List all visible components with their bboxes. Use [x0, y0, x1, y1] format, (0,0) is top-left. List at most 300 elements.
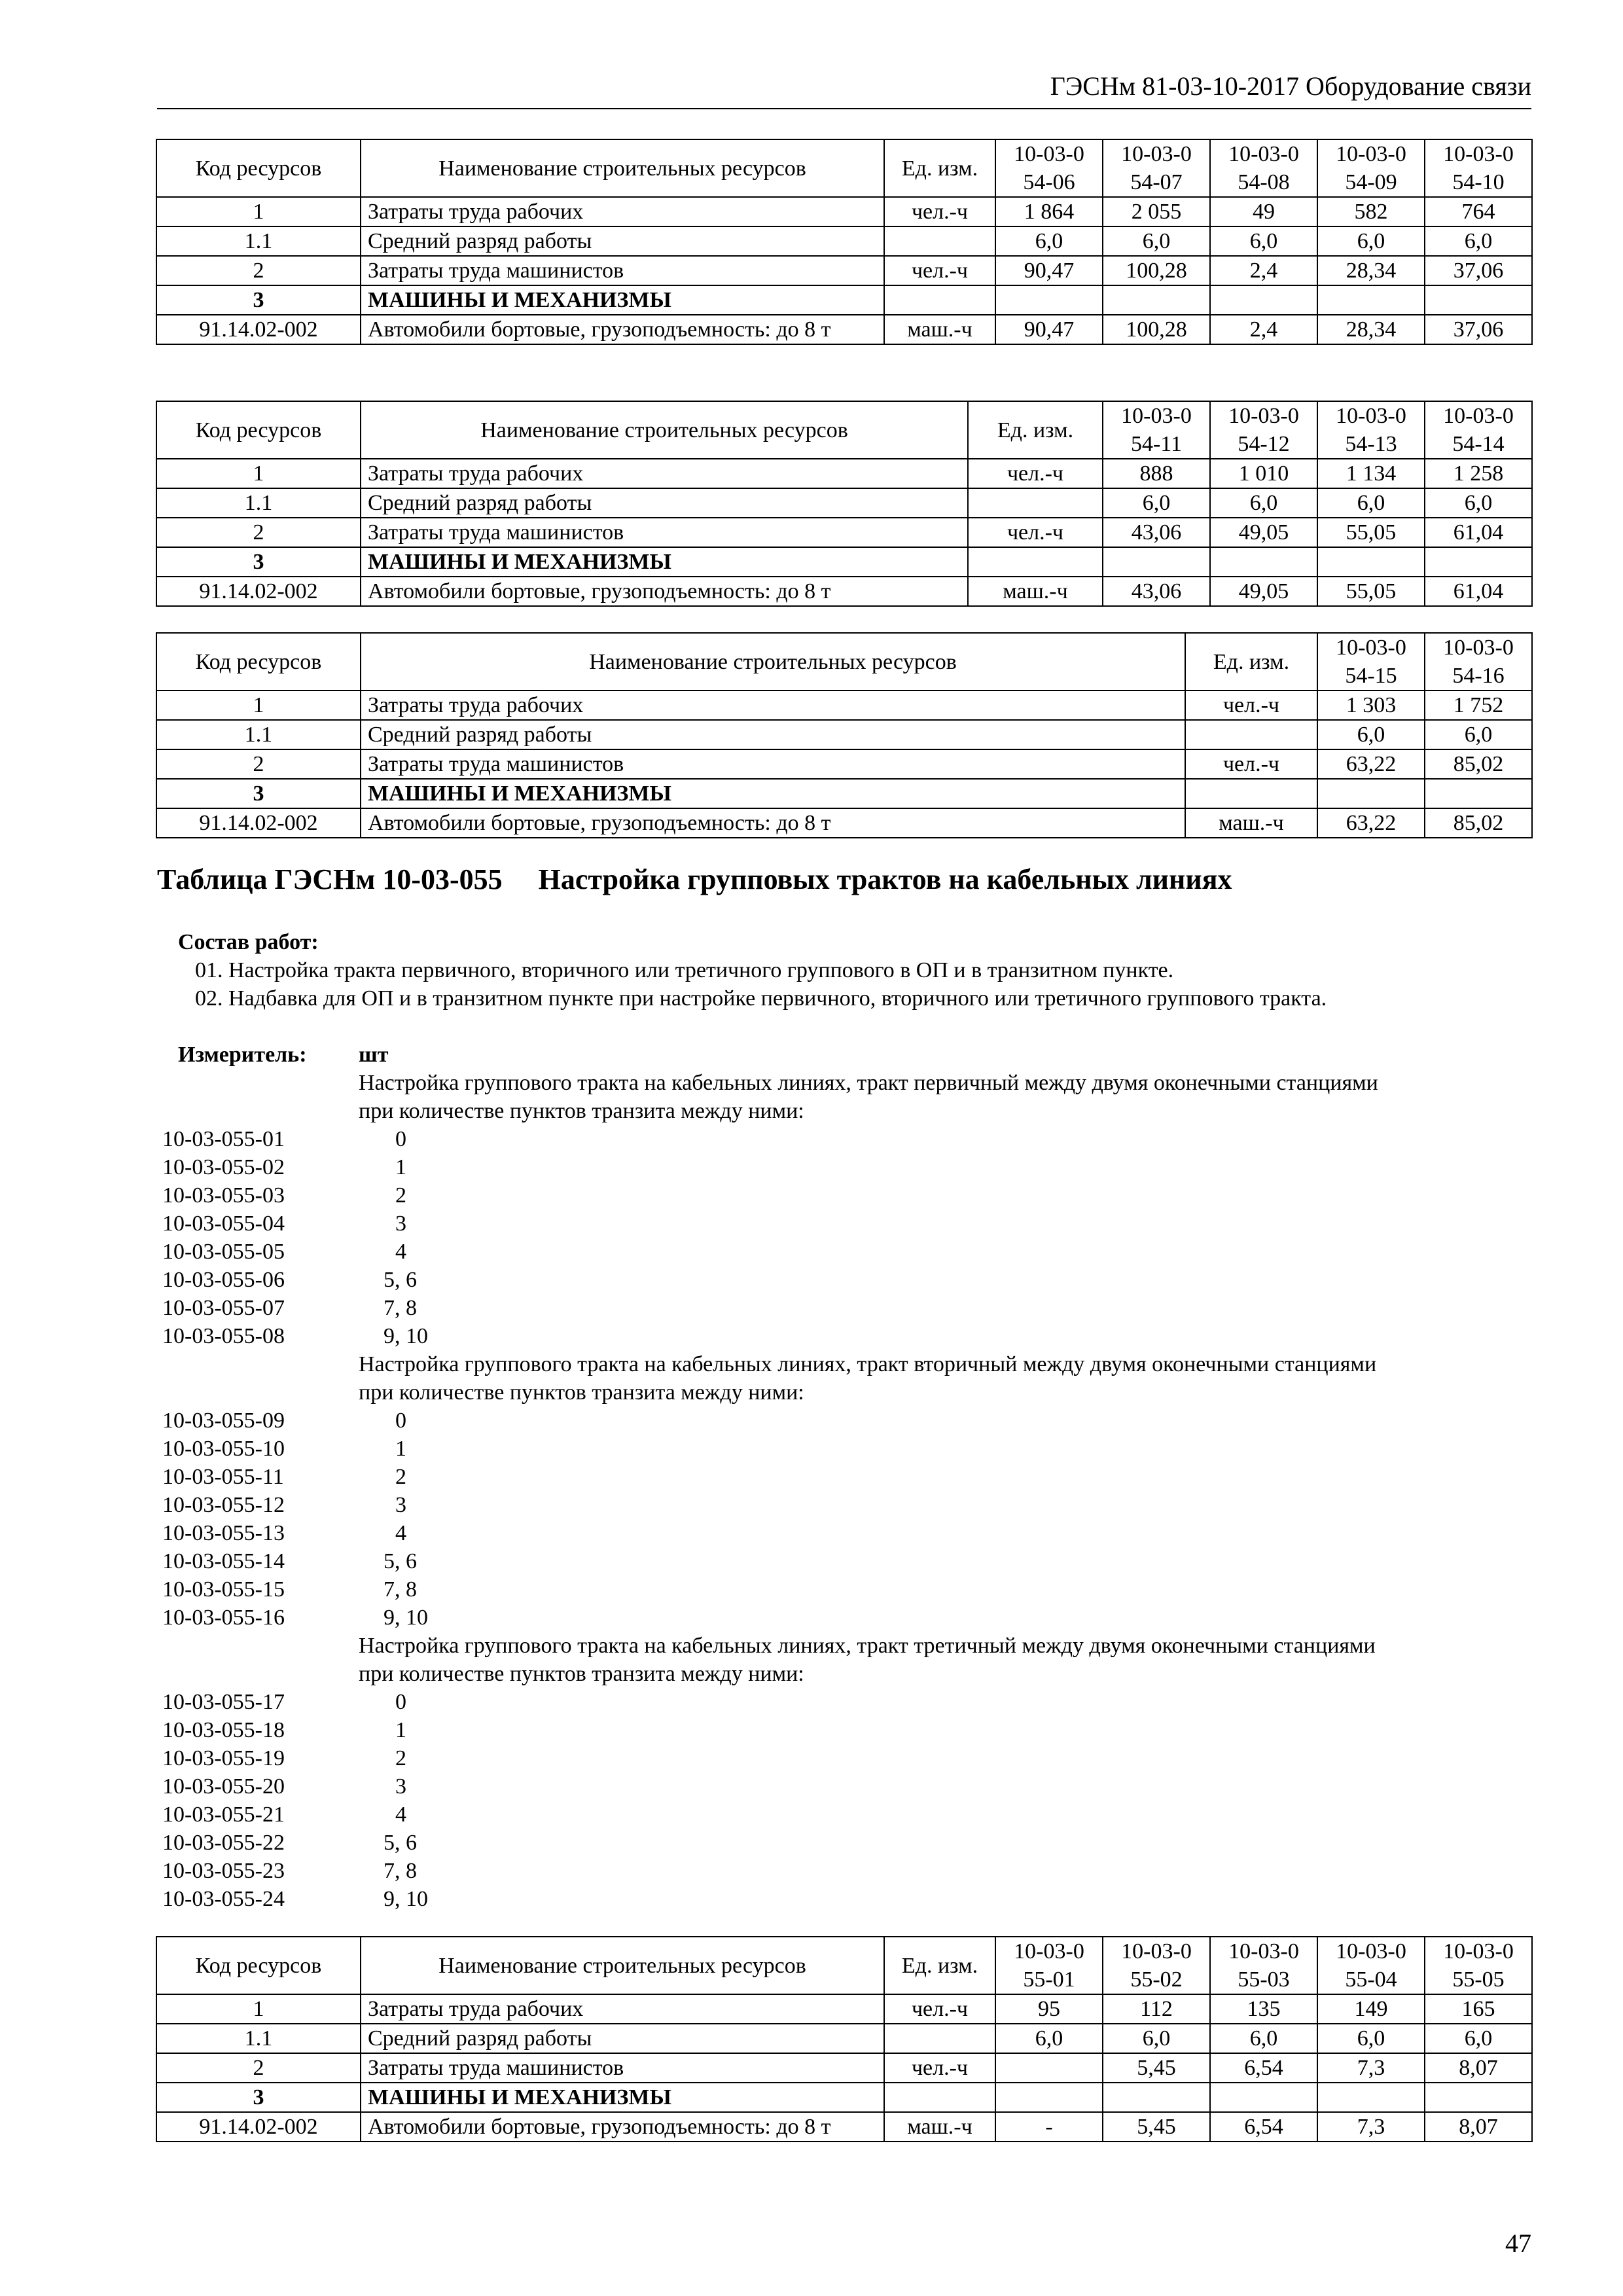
meter-item	[162, 1857, 1537, 1885]
resource-value: 49,05	[1210, 577, 1317, 606]
resource-value: 6,0	[1103, 226, 1210, 256]
resource-value	[1103, 547, 1210, 577]
resource-value: 1 303	[1317, 691, 1425, 720]
rate-code: 10-03-055-05	[1443, 1939, 1514, 1992]
meter-item-value: 1	[395, 1718, 406, 1742]
resource-value: 61,04	[1425, 518, 1532, 547]
col-header-rate-code	[1425, 401, 1532, 459]
resource-name: Средний разряд работы	[361, 720, 1185, 749]
col-header-rate-code	[1317, 1937, 1425, 1994]
resource-value: 49,05	[1210, 518, 1317, 547]
rate-code: 10-03-054-12	[1228, 404, 1299, 456]
meter-item-code: 10-03-055-08	[162, 1324, 285, 1348]
col-header-rate-code	[1103, 1937, 1210, 1994]
meter-item-code: 10-03-055-17	[162, 1690, 285, 1714]
meter-item-code: 10-03-055-23	[162, 1859, 285, 1883]
resource-value: 6,0	[995, 226, 1103, 256]
meter-unit: шт	[359, 1043, 389, 1067]
resource-value: 6,54	[1210, 2053, 1317, 2083]
resource-name: Затраты труда машинистов	[361, 518, 968, 547]
resource-value	[1317, 779, 1425, 808]
resource-value	[1425, 2083, 1532, 2112]
table-row	[156, 459, 1532, 488]
resource-value: 1 752	[1425, 691, 1532, 720]
resource-name: Затраты труда рабочих	[361, 1994, 884, 2024]
resource-unit: маш.-ч	[1185, 808, 1317, 838]
resource-value	[1210, 285, 1317, 315]
rate-code: 10-03-054-14	[1443, 404, 1514, 456]
resource-value: 55,05	[1317, 577, 1425, 606]
table-title: Таблица ГЭСНм 10-03-055 Настройка групповых трактов на кабельных линиях	[157, 863, 1232, 895]
resource-name: Затраты труда рабочих	[361, 197, 884, 226]
meter-item	[162, 1519, 1537, 1547]
resource-value: 6,54	[1210, 2112, 1317, 2142]
resource-value: 2,4	[1210, 315, 1317, 344]
meter-item-code: 10-03-055-02	[162, 1155, 285, 1179]
resource-value: 1 010	[1210, 459, 1317, 488]
resource-value: 165	[1425, 1994, 1532, 2024]
meter-item-code: 10-03-055-24	[162, 1887, 285, 1911]
resource-name: Средний разряд работы	[361, 488, 968, 518]
resource-value: 6,0	[1210, 226, 1317, 256]
resource-code: 2	[156, 2053, 361, 2083]
col-header-name: Наименование строительных ресурсов	[361, 139, 884, 197]
resource-name: МАШИНЫ И МЕХАНИЗМЫ	[361, 547, 968, 577]
resource-value: 55,05	[1317, 518, 1425, 547]
col-header-name: Наименование строительных ресурсов	[361, 633, 1185, 691]
resource-unit	[968, 488, 1103, 518]
resource-value: 6,0	[1425, 226, 1532, 256]
resource-unit: чел.-ч	[1185, 691, 1317, 720]
table-row	[156, 2024, 1532, 2053]
resource-value: 582	[1317, 197, 1425, 226]
rate-code: 10-03-054-11	[1121, 404, 1192, 456]
rate-code: 10-03-055-04	[1336, 1939, 1406, 1992]
resource-value: 90,47	[995, 315, 1103, 344]
table-row	[156, 779, 1532, 808]
resource-unit: маш.-ч	[968, 577, 1103, 606]
col-header-rate-code	[1425, 1937, 1532, 1994]
meter-item-value: 3	[395, 1774, 406, 1799]
resource-unit: чел.-ч	[884, 256, 995, 285]
resource-value: 90,47	[995, 256, 1103, 285]
resource-code: 91.14.02-002	[156, 808, 361, 838]
meter-item-value: 2	[395, 1465, 406, 1489]
col-header-rate-code	[1425, 633, 1532, 691]
resource-unit: маш.-ч	[884, 2112, 995, 2142]
resource-value: 43,06	[1103, 518, 1210, 547]
meter-item	[162, 1885, 1537, 1913]
resource-code: 91.14.02-002	[156, 577, 361, 606]
col-header-name: Наименование строительных ресурсов	[361, 1937, 884, 1994]
table-row	[156, 547, 1532, 577]
resource-code: 1.1	[156, 720, 361, 749]
table-row	[156, 488, 1532, 518]
meter-item	[162, 1238, 1537, 1266]
resource-value	[1317, 547, 1425, 577]
meter-item-code: 10-03-055-16	[162, 1605, 285, 1630]
resource-value: 63,22	[1317, 749, 1425, 779]
meter-item	[162, 1575, 1537, 1604]
resource-value	[1425, 285, 1532, 315]
meter-item-code: 10-03-055-14	[162, 1549, 285, 1573]
meter-item-code: 10-03-055-18	[162, 1718, 285, 1742]
meter-item-value: 4	[395, 1521, 406, 1545]
resource-table-054-06-10	[156, 139, 1533, 345]
resource-code: 1	[156, 459, 361, 488]
meter-item-value: 3	[395, 1493, 406, 1517]
meter-item-code: 10-03-055-03	[162, 1183, 285, 1208]
meter-item-code: 10-03-055-06	[162, 1268, 285, 1292]
resource-value: 49	[1210, 197, 1317, 226]
resource-table-054-15-16	[156, 632, 1533, 838]
resource-unit	[884, 2024, 995, 2053]
rate-code: 10-03-054-15	[1336, 636, 1406, 688]
meter-group-description: Настройка группового тракта на кабельных линиях, тракт первичный между двумя оконечными станциями	[359, 1071, 1378, 1095]
meter-item-value: 7, 8	[383, 1296, 417, 1320]
resource-unit	[1185, 779, 1317, 808]
meter-item-value: 5, 6	[383, 1268, 417, 1292]
meter-label: Измеритель:	[178, 1043, 307, 1067]
meter-item-value: 2	[395, 1183, 406, 1208]
table-row	[156, 315, 1532, 344]
rate-code: 10-03-054-13	[1336, 404, 1406, 456]
meter-item-value: 4	[395, 1803, 406, 1827]
resource-name: Автомобили бортовые, грузоподъемность: до 8 т	[361, 2112, 884, 2142]
col-header-rate-code	[1103, 401, 1210, 459]
rate-code: 10-03-055-02	[1121, 1939, 1192, 1992]
resource-value: 8,07	[1425, 2112, 1532, 2142]
meter-item	[162, 1153, 1537, 1181]
resource-value: 1 134	[1317, 459, 1425, 488]
resource-name: Автомобили бортовые, грузоподъемность: до 8 т	[361, 315, 884, 344]
resource-value: 6,0	[1210, 2024, 1317, 2053]
table-header-row	[156, 633, 1532, 691]
col-header-code: Код ресурсов	[156, 139, 361, 197]
resource-value: 7,3	[1317, 2112, 1425, 2142]
meter-item-code: 10-03-055-07	[162, 1296, 285, 1320]
resource-table-054-11-14	[156, 401, 1533, 607]
meter-item-code: 10-03-055-09	[162, 1408, 285, 1433]
resource-value: 100,28	[1103, 315, 1210, 344]
resource-value: 63,22	[1317, 808, 1425, 838]
resource-unit	[968, 547, 1103, 577]
resource-value: 6,0	[1317, 488, 1425, 518]
resource-value	[1317, 285, 1425, 315]
resource-unit	[884, 2083, 995, 2112]
resource-value: 6,0	[1317, 720, 1425, 749]
table-row	[156, 256, 1532, 285]
resource-value: 85,02	[1425, 808, 1532, 838]
resource-value	[1210, 547, 1317, 577]
table-row	[156, 2112, 1532, 2142]
meter-item-code: 10-03-055-10	[162, 1437, 285, 1461]
resource-unit: чел.-ч	[968, 518, 1103, 547]
meter-item	[162, 1181, 1537, 1210]
meter-item	[162, 1322, 1537, 1350]
meter-item-value: 0	[395, 1127, 406, 1151]
resource-value: 5,45	[1103, 2112, 1210, 2142]
resource-value: 85,02	[1425, 749, 1532, 779]
table-row	[156, 518, 1532, 547]
meter-list	[162, 1069, 1537, 1913]
meter-item	[162, 1266, 1537, 1294]
resource-name: Затраты труда рабочих	[361, 459, 968, 488]
rate-code: 10-03-055-01	[1014, 1939, 1084, 1992]
resource-value: 6,0	[1210, 488, 1317, 518]
meter-item	[162, 1435, 1537, 1463]
resource-value: 61,04	[1425, 577, 1532, 606]
resource-value: 1 258	[1425, 459, 1532, 488]
meter-item	[162, 1407, 1537, 1435]
resource-value: 95	[995, 1994, 1103, 2024]
col-header-name: Наименование строительных ресурсов	[361, 401, 968, 459]
col-header-rate-code	[1210, 401, 1317, 459]
resource-value	[1103, 285, 1210, 315]
resource-code: 2	[156, 518, 361, 547]
meter-item	[162, 1463, 1537, 1491]
resource-value	[1103, 2083, 1210, 2112]
meter-item-value: 2	[395, 1746, 406, 1770]
col-header-unit: Ед. изм.	[1185, 633, 1317, 691]
resource-name: МАШИНЫ И МЕХАНИЗМЫ	[361, 285, 884, 315]
resource-unit: маш.-ч	[884, 315, 995, 344]
meter-group-description: Настройка группового тракта на кабельных линиях, тракт третичный между двумя оконечными станциями	[359, 1634, 1376, 1658]
resource-value	[995, 2083, 1103, 2112]
resource-code: 2	[156, 749, 361, 779]
meter-item-code: 10-03-055-15	[162, 1577, 285, 1602]
meter-group-description: Настройка группового тракта на кабельных линиях, тракт вторичный между двумя оконечными станциями	[359, 1352, 1377, 1376]
resource-value: 1 864	[995, 197, 1103, 226]
meter-item-code: 10-03-055-04	[162, 1211, 285, 1236]
table-row	[156, 197, 1532, 226]
resource-name: МАШИНЫ И МЕХАНИЗМЫ	[361, 779, 1185, 808]
meter-item	[162, 1210, 1537, 1238]
col-header-unit: Ед. изм.	[968, 401, 1103, 459]
meter-item-value: 7, 8	[383, 1859, 417, 1883]
meter-item-code: 10-03-055-22	[162, 1831, 285, 1855]
resource-value: 28,34	[1317, 256, 1425, 285]
meter-item-value: 0	[395, 1690, 406, 1714]
resource-value: 764	[1425, 197, 1532, 226]
resource-code: 3	[156, 2083, 361, 2112]
resource-unit: чел.-ч	[884, 197, 995, 226]
work-item-01: 01. Настройка тракта первичного, вторичного или третичного группового в ОП и в транзитном пункте.	[195, 958, 1174, 982]
col-header-rate-code	[1210, 1937, 1317, 1994]
meter-item	[162, 1772, 1537, 1801]
meter-item	[162, 1801, 1537, 1829]
col-header-code: Код ресурсов	[156, 1937, 361, 1994]
resource-code: 3	[156, 779, 361, 808]
resource-value: 37,06	[1425, 315, 1532, 344]
resource-value: 112	[1103, 1994, 1210, 2024]
col-header-unit: Ед. изм.	[884, 139, 995, 197]
meter-item-value: 0	[395, 1408, 406, 1433]
meter-item-code: 10-03-055-20	[162, 1774, 285, 1799]
table-row	[156, 226, 1532, 256]
resource-value: -	[995, 2112, 1103, 2142]
resource-code: 91.14.02-002	[156, 315, 361, 344]
table-row	[156, 808, 1532, 838]
resource-value	[1425, 547, 1532, 577]
meter-item	[162, 1829, 1537, 1857]
resource-code: 1.1	[156, 2024, 361, 2053]
header-rule	[157, 108, 1531, 109]
col-header-rate-code	[995, 1937, 1103, 1994]
table-header-row	[156, 1937, 1532, 1994]
resource-unit	[884, 285, 995, 315]
meter-item	[162, 1604, 1537, 1632]
meter-item-value: 3	[395, 1211, 406, 1236]
resource-unit	[1185, 720, 1317, 749]
resource-name: Автомобили бортовые, грузоподъемность: до 8 т	[361, 808, 1185, 838]
col-header-code: Код ресурсов	[156, 401, 361, 459]
resource-value	[1425, 779, 1532, 808]
resource-name: Затраты труда рабочих	[361, 691, 1185, 720]
meter-item-value: 5, 6	[383, 1549, 417, 1573]
resource-value	[995, 2053, 1103, 2083]
col-header-rate-code	[1210, 139, 1317, 197]
resource-value: 8,07	[1425, 2053, 1532, 2083]
meter-item-value: 4	[395, 1240, 406, 1264]
running-head: ГЭСНм 81-03-10-2017 Оборудование связи	[1050, 71, 1531, 101]
resource-unit	[884, 226, 995, 256]
meter-item	[162, 1125, 1537, 1153]
resource-code: 1.1	[156, 488, 361, 518]
resource-value: 6,0	[1317, 2024, 1425, 2053]
resource-value	[995, 285, 1103, 315]
meter-item-value: 1	[395, 1437, 406, 1461]
table-row	[156, 749, 1532, 779]
rate-code: 10-03-054-07	[1121, 142, 1192, 194]
resource-value: 6,0	[1317, 226, 1425, 256]
table-header-row	[156, 401, 1532, 459]
table-header-row	[156, 139, 1532, 197]
resource-unit: чел.-ч	[884, 2053, 995, 2083]
meter-item-value: 9, 10	[383, 1605, 428, 1630]
resource-code: 3	[156, 547, 361, 577]
resource-value: 5,45	[1103, 2053, 1210, 2083]
meter-item	[162, 1688, 1537, 1716]
resource-value: 7,3	[1317, 2053, 1425, 2083]
work-item-02: 02. Надбавка для ОП и в транзитном пункте при настройке первичного, вторичного или третичного группового тракта.	[195, 986, 1327, 1011]
page-number: 47	[1505, 2229, 1531, 2258]
resource-value: 2,4	[1210, 256, 1317, 285]
rate-code: 10-03-054-10	[1443, 142, 1514, 194]
meter-item-value: 5, 6	[383, 1831, 417, 1855]
meter-item-code: 10-03-055-19	[162, 1746, 285, 1770]
meter-group-condition: при количестве пунктов транзита между ними:	[359, 1662, 804, 1686]
meter-item-code: 10-03-055-21	[162, 1803, 285, 1827]
table-row	[156, 285, 1532, 315]
col-header-rate-code	[1317, 401, 1425, 459]
resource-name: Затраты труда машинистов	[361, 256, 884, 285]
works-label: Состав работ:	[178, 930, 319, 954]
meter-item-value: 9, 10	[383, 1887, 428, 1911]
resource-value: 6,0	[1103, 2024, 1210, 2053]
meter-item-code: 10-03-055-13	[162, 1521, 285, 1545]
resource-value: 100,28	[1103, 256, 1210, 285]
resource-code: 2	[156, 256, 361, 285]
table-row	[156, 577, 1532, 606]
rate-code: 10-03-054-09	[1336, 142, 1406, 194]
resource-value: 149	[1317, 1994, 1425, 2024]
meter-item-code: 10-03-055-05	[162, 1240, 285, 1264]
table-row	[156, 691, 1532, 720]
resource-code: 1	[156, 197, 361, 226]
resource-value: 6,0	[1425, 488, 1532, 518]
rate-code: 10-03-054-06	[1014, 142, 1084, 194]
col-header-rate-code	[1425, 139, 1532, 197]
col-header-rate-code	[1317, 633, 1425, 691]
meter-item	[162, 1491, 1537, 1519]
meter-group-condition: при количестве пунктов транзита между ними:	[359, 1099, 804, 1123]
meter-item	[162, 1547, 1537, 1575]
resource-value: 6,0	[1103, 488, 1210, 518]
meter-item-value: 1	[395, 1155, 406, 1179]
resource-code: 91.14.02-002	[156, 2112, 361, 2142]
col-header-rate-code	[995, 139, 1103, 197]
resource-value: 135	[1210, 1994, 1317, 2024]
resource-unit: чел.-ч	[968, 459, 1103, 488]
rate-code: 10-03-054-16	[1443, 636, 1514, 688]
meter-item-code: 10-03-055-11	[162, 1465, 284, 1489]
table-row	[156, 1994, 1532, 2024]
resource-unit: чел.-ч	[884, 1994, 995, 2024]
col-header-rate-code	[1317, 139, 1425, 197]
table-row	[156, 2083, 1532, 2112]
rate-code: 10-03-055-03	[1228, 1939, 1299, 1992]
resource-code: 1	[156, 691, 361, 720]
resource-value	[1210, 2083, 1317, 2112]
meter-item-code: 10-03-055-12	[162, 1493, 285, 1517]
resource-name: Затраты труда машинистов	[361, 749, 1185, 779]
resource-value: 37,06	[1425, 256, 1532, 285]
resource-value: 6,0	[1425, 720, 1532, 749]
meter-item	[162, 1294, 1537, 1322]
resource-name: Средний разряд работы	[361, 2024, 884, 2053]
resource-value: 2 055	[1103, 197, 1210, 226]
resource-value: 28,34	[1317, 315, 1425, 344]
meter-item-code: 10-03-055-01	[162, 1127, 285, 1151]
resource-code: 3	[156, 285, 361, 315]
resource-code: 1.1	[156, 226, 361, 256]
col-header-rate-code	[1103, 139, 1210, 197]
resource-table-055-01-05	[156, 1936, 1533, 2142]
rate-code: 10-03-054-08	[1228, 142, 1299, 194]
table-row	[156, 2053, 1532, 2083]
meter-item-value: 9, 10	[383, 1324, 428, 1348]
resource-name: Автомобили бортовые, грузоподъемность: до 8 т	[361, 577, 968, 606]
col-header-code: Код ресурсов	[156, 633, 361, 691]
resource-unit: чел.-ч	[1185, 749, 1317, 779]
resource-value	[1317, 2083, 1425, 2112]
resource-value: 888	[1103, 459, 1210, 488]
resource-name: Затраты труда машинистов	[361, 2053, 884, 2083]
table-row	[156, 720, 1532, 749]
meter-item-value: 7, 8	[383, 1577, 417, 1602]
resource-name: Средний разряд работы	[361, 226, 884, 256]
resource-value: 6,0	[1425, 2024, 1532, 2053]
resource-name: МАШИНЫ И МЕХАНИЗМЫ	[361, 2083, 884, 2112]
resource-code: 1	[156, 1994, 361, 2024]
col-header-unit: Ед. изм.	[884, 1937, 995, 1994]
meter-item	[162, 1716, 1537, 1744]
meter-group-condition: при количестве пунктов транзита между ними:	[359, 1380, 804, 1405]
resource-value: 6,0	[995, 2024, 1103, 2053]
resource-value: 43,06	[1103, 577, 1210, 606]
meter-item	[162, 1744, 1537, 1772]
